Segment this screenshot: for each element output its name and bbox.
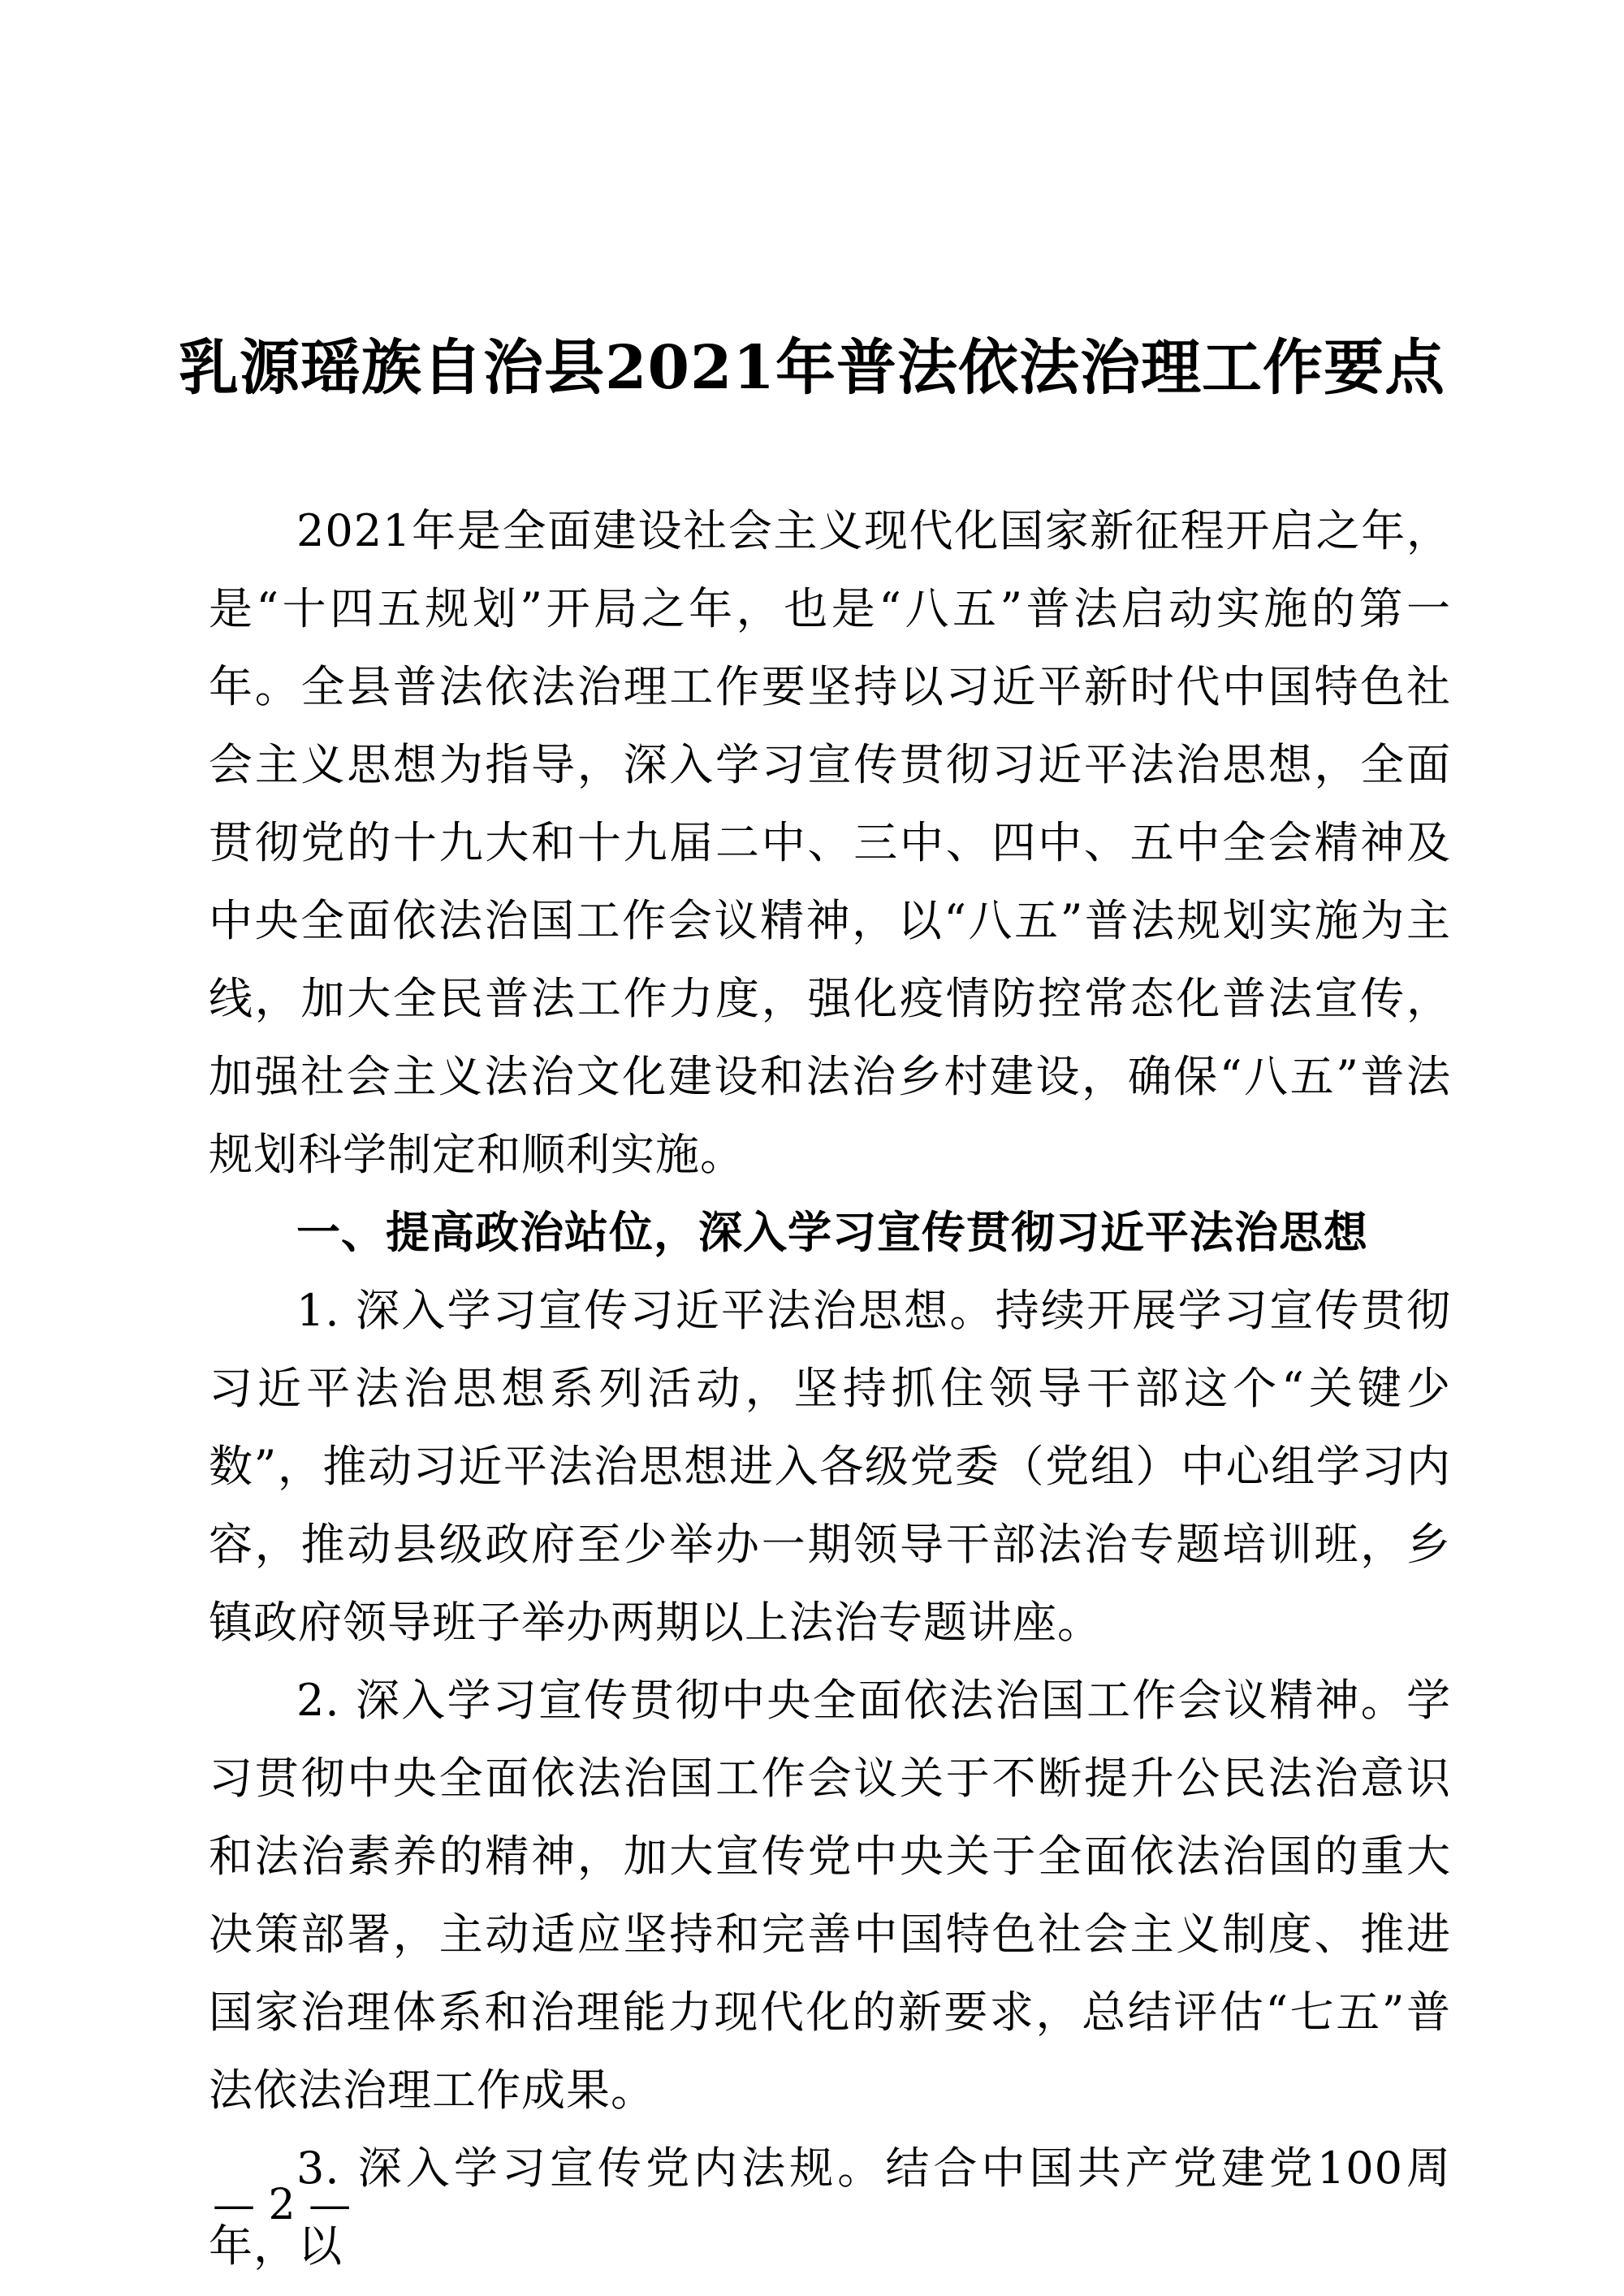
item-paragraph-1: 1. 深入学习宣传习近平法治思想。持续开展学习宣传贯彻习近平法治思想系列活动，坚持抓住领导干部这个“关键少数”，推动习近平法治思想进入各级党委（党组）中心组学习内容，推动县级政府至少举办一期领导干部法治专题培训班，乡镇政府领导班子举办两期以上法治专题讲座。 [209,1285,1451,1648]
intro-paragraph: 2021年是全面建设社会主义现代化国家新征程开启之年，是“十四五规划”开局之年，也是“八五”普法启动实施的第一年。全县普法依法治理工作要坚持以习近平新时代中国特色社会主义思想为指导，深入学习宣传贯彻习近平法治思想，全面贯彻党的十九大和十九届二中、三中、四中、五中全会精神及中央全面依法治国工作会议精神，以“八五”普法规划实施为主线，加大全民普法工作力度，强化疫情防控常态化普法宣传，加强社会主义法治文化建设和法治乡村建设，确保“八五”普法规划科学制定和顺利实施。 [209,505,1451,1180]
item-paragraph-3: 3. 深入学习宣传党内法规。结合中国共产党建党100周年，以 [209,2143,1451,2272]
section-heading-1: 一、提高政治站位，深入学习宣传贯彻习近平法治思想 [296,1207,1368,1258]
document-body [209,492,1451,2285]
item-paragraph-2: 2. 深入学习宣传贯彻中央全面依法治国工作会议精神。学习贯彻中央全面依法治国工作会议关于不断提升公民法治意识和法治素养的精神，加大宣传党中央关于全面依法治国的重大决策部署，主动适应坚持和完善中国特色社会主义制度、推进国家治理体系和治理能力现代化的新要求，总结评估“七五”普法依法治理工作成果。 [209,1675,1451,2116]
page-number: — 2 — [213,2181,352,2229]
document-title: 乳源瑶族自治县2021年普法依法治理工作要点 [179,333,1445,403]
